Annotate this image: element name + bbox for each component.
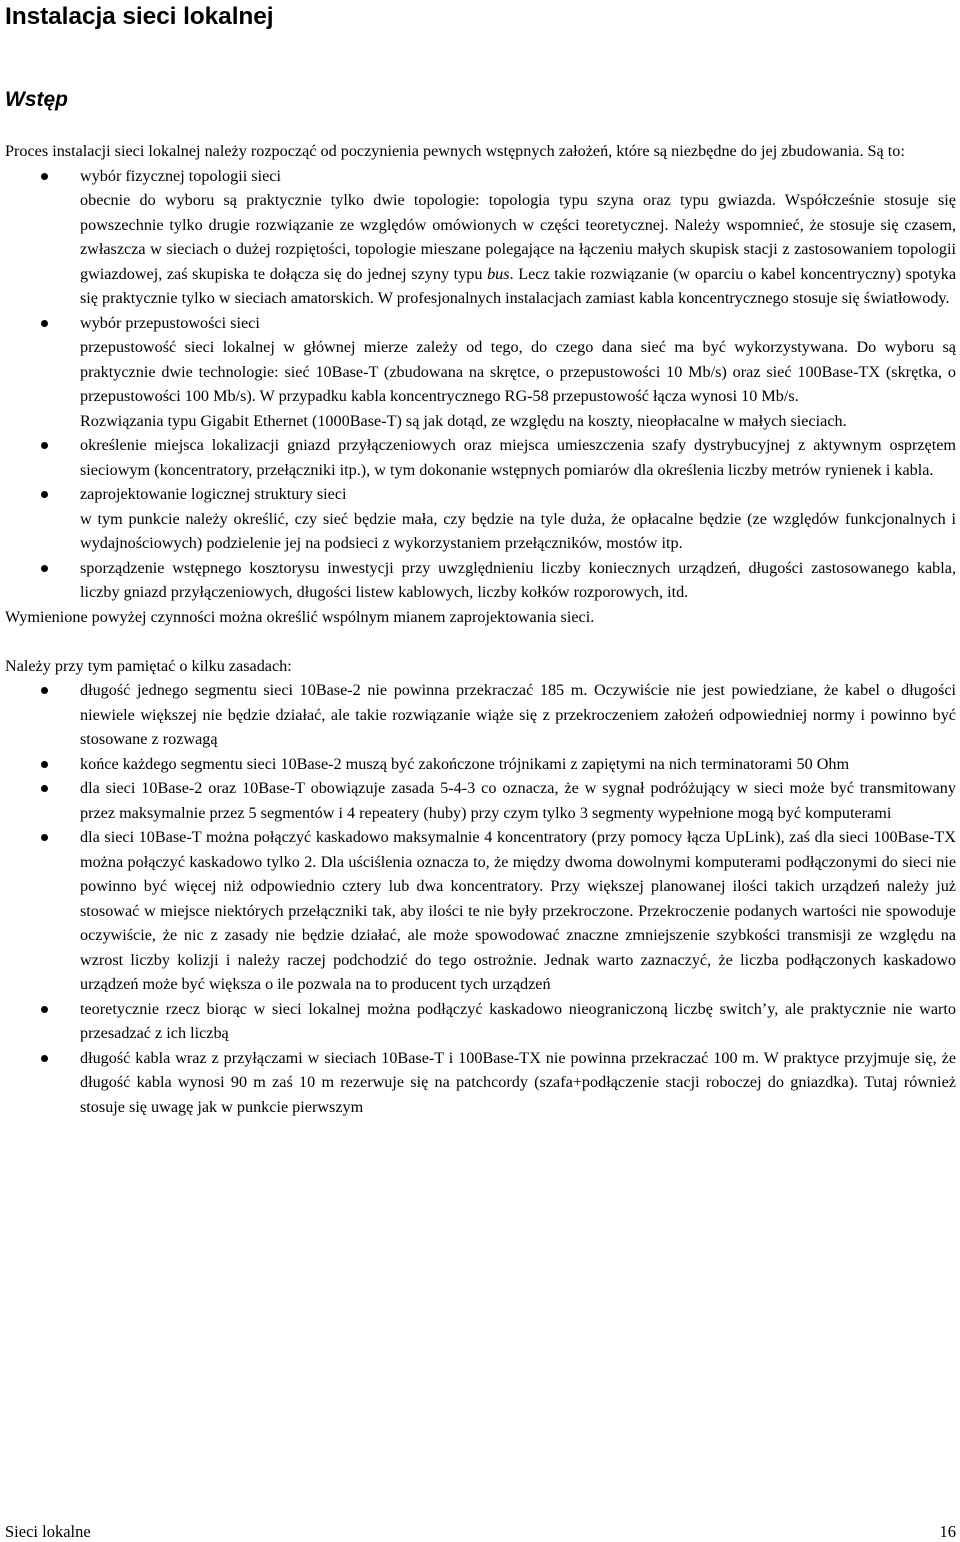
page-number: 16: [939, 1522, 956, 1541]
rules-intro-paragraph: Należy przy tym pamiętać o kilku zasadach:: [5, 656, 292, 675]
list-item-text: teoretycznie rzecz biorąc w sieci lokalnej można podłączyć kaskadowo nieograniczoną liczbę switch’y, ale praktycznie nie warto przesadzać z ich liczbą: [80, 999, 956, 1042]
list-item-text: dla sieci 10Base-T można połączyć kaskadowo maksymalnie 4 koncentratory (przy pomocy łącza UpLink), zaś dla sieci 100Base-TX można połączyć kaskadowo tylko 2. Dla uściślenia oznacza to, że między dwoma dowolnymi komputerami podłączonymi do sieci nie powinno być więcej niż odpowiednio cztery lub dwa koncentratory. Przy większej planowanej ilości takich urządzeń należy już stosować w miejsce niektórych przełączniki tak, aby ilości te nie były przekroczone. Przekroczenie podanych wartości nie spowoduje oczywiście, że nic z zasady nie będzie działać, ale może spowodować znaczne zmniejszenie szybkości transmisji ze względu na wzrost liczby kolizji i należy raczej podchodzić do tego ostrożnie. Jednak warto zaznaczyć, że liczba podłączonych kaskadowo urządzeń może być większa o ile pozwala na to producent tych urządzeń: [80, 828, 956, 993]
list-item: [5, 776, 956, 825]
list-item: [5, 825, 956, 997]
bullet-icon: [41, 1055, 48, 1062]
list-item-text: sporządzenie wstępnego kosztorysu inwestycji przy uwzględnieniu liczby koniecznych urządzeń, długości zastosowanego kabla, liczby gniazd przyłączeniowych, długości listew kablowych, liczby kołków rozporowych, itd.: [80, 558, 956, 601]
list-item-text: dla sieci 10Base-2 oraz 10Base-T obowiązuje zasada 5-4-3 co oznacza, że w sygnał podróżujący w sieci może być transmitowany przez maksymalnie przez 5 segmentów i 4 repeatery (huby) przy czym tylko 3 segmenty wypełnione mogą być komputerami: [80, 779, 956, 822]
rules-list: [5, 678, 956, 1119]
list-item-heading: wybór fizycznej topologii sieci: [80, 166, 281, 185]
emphasis-text: bus: [487, 264, 510, 283]
list-item: [5, 1046, 956, 1120]
bullet-icon: [41, 442, 48, 449]
list-item-text: obecnie do wyboru są praktycznie tylko dwie topologie: topologia typu szyna oraz typu gwiazda. Współcześnie stosuje się powszechnie tylko drugie rozwiązanie ze względów omówionych w części teoretycznej. Należy wspomnieć, że stosuje się czasem, zwłaszcza w sieciach o dużej rozpiętości, topologie mieszane polegające na łączeniu małych skupisk stacji z zastosowaniem topologii gwiazdowej, zaś skupiska te dołącza się do jednej szyny typu bus. Lecz takie rozwiązanie (w oparciu o kabel koncentryczny) spotyka się praktycznie tylko w sieciach amatorskich. W profesjonalnych instalacjach zamiast kabla koncentrycznego stosuje się światłowody.: [80, 191, 957, 307]
design-steps-list: [5, 164, 956, 605]
list-item: [5, 752, 956, 777]
bullet-icon: [41, 687, 48, 694]
list-item: [5, 433, 956, 482]
list-item: [5, 164, 956, 311]
list-item-text: w tym punkcie należy określić, czy sieć będzie mała, czy będzie na tyle duża, że opłacalne będzie (ze względów funkcjonalnych i wydajnościowych) podzielenie jej na podsieci z wykorzystaniem przełączników, mostów itp.: [80, 509, 956, 552]
list-item-text: Rozwiązania typu Gigabit Ethernet (1000Base-T) są jak dotąd, ze względu na koszty, nieopłacalne w małych sieciach.: [80, 411, 847, 430]
bullet-icon: [41, 173, 48, 180]
bullet-icon: [41, 785, 48, 792]
intro-paragraph: Proces instalacji sieci lokalnej należy rozpocząć od poczynienia pewnych wstępnych założeń, które są niezbędne do jej zbudowania. Są to:: [5, 142, 905, 160]
list-item-text: końce każdego segmentu sieci 10Base-2 muszą być zakończone trójnikami z zapiętymi na nich terminatorami 50 Ohm: [80, 754, 850, 773]
bullet-icon: [41, 1006, 48, 1013]
bullet-icon: [41, 565, 48, 572]
spacer: [5, 629, 956, 654]
bullet-icon: [41, 761, 48, 768]
bullet-icon: [41, 320, 48, 327]
list-item-text: długość kabla wraz z przyłączami w sieciach 10Base-T i 100Base-TX nie powinna przekraczać 100 m. W praktyce przyjmuje się, że długość kabla wynosi 90 m zaś 10 m rezerwuje się na patchcordy (szafa+podłączenie stacji roboczej do gniazdka). Tutaj również stosuje się uwagę jak w punkcie pierwszym: [80, 1048, 956, 1116]
list-item-text: określenie miejsca lokalizacji gniazd przyłączeniowych oraz miejsca umieszczenia szafy dystrybucyjnej z aktywnym osprzętem sieciowym (koncentratory, przełączniki itp.), w tym dokonanie wstępnych pomiarów dla określenia liczby metrów rynienek i kabla.: [80, 436, 956, 479]
document-body: [5, 139, 956, 1119]
summary-paragraph: Wymienione powyżej czynności można określić wspólnym mianem zaprojektowania sieci.: [5, 607, 595, 626]
list-item: [5, 556, 956, 605]
list-item: [5, 311, 956, 434]
bullet-icon: [41, 834, 48, 841]
section-title: Wstęp: [5, 88, 68, 111]
list-item-heading: wybór przepustowości sieci: [80, 313, 260, 332]
list-item: [5, 482, 956, 556]
bullet-icon: [41, 491, 48, 498]
list-item: [5, 678, 956, 752]
list-item-text: długość jednego segmentu sieci 10Base-2 nie powinna przekraczać 185 m. Oczywiście nie jest powiedziane, że kabel o długości niewiele większej nie będzie działać, ale takie rozwiązanie wiąże się z przekroczeniem założeń odpowiedniej normy i powinno być stosowane z rozwagą: [80, 681, 956, 748]
page-title: Instalacja sieci lokalnej: [5, 3, 274, 30]
list-item-text: przepustowość sieci lokalnej w głównej mierze zależy od tego, do czego dana sieć ma być wykorzystywana. Do wyboru są praktycznie dwie technologie: sieć 10Base-T (zbudowana na skrętce, o przepustowości 10 Mb/s) oraz sieć 100Base-TX (skrętka, o przepustowości 100 Mb/s). W przypadku kabla koncentrycznego RG-58 przepustowość łącza wynosi 10 Mb/s.: [80, 338, 956, 405]
list-item: [5, 997, 956, 1046]
list-item-heading: zaprojektowanie logicznej struktury sieci: [80, 485, 347, 503]
footer-title: Sieci lokalne: [5, 1522, 91, 1541]
